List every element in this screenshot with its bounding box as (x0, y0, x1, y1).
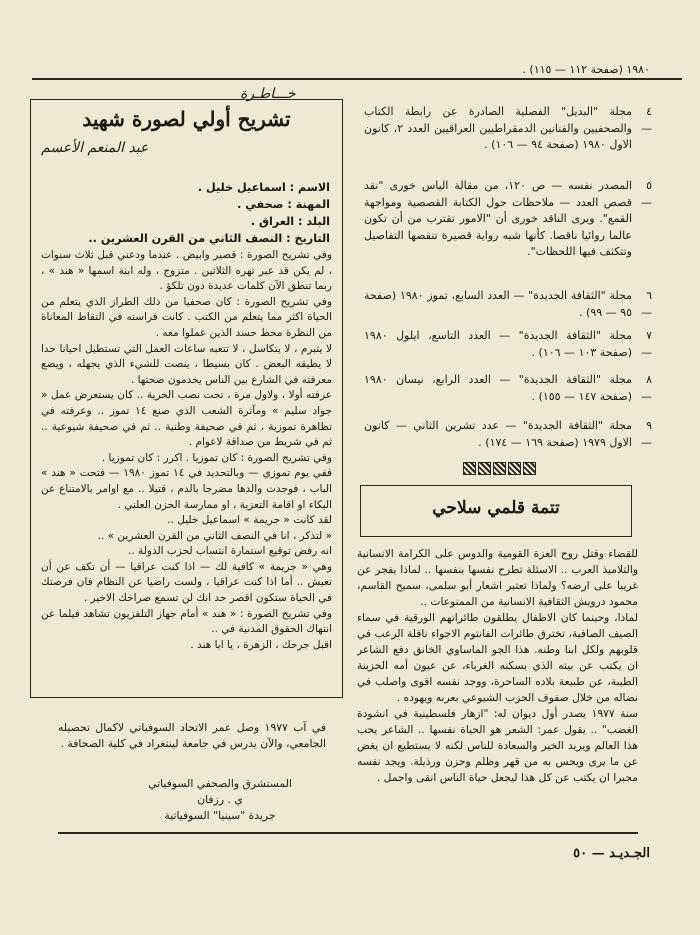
bio-text: في آب ١٩٧٧ وصل عمر الاتحاد السوفياتي لاكمال تحصيله الجامعي، والآن يدرس في جامعة لينتغراد في كلية الصحافة . (58, 721, 326, 750)
khatira-label: خـــاطـرة (240, 86, 296, 102)
separator-block (493, 462, 506, 475)
separator-block (508, 462, 521, 475)
khatira-paragraph: اقبل جرحك ، الزهرة ، يا ابا هند . (190, 638, 332, 651)
note-item (364, 418, 652, 451)
field-name: الاسم : اسماعيل خليل . (197, 181, 330, 194)
bio-signature (120, 776, 320, 824)
khatira-paragraph: « لتذكر ، انا في النصف الثاني من القرن العشرين » .. (97, 529, 332, 542)
signature-role: المستشرق والصحفي السوفياتي (148, 777, 292, 790)
note-number: ٤ — (641, 105, 652, 135)
poem-paragraph: سنة ١٩٧٧ يصدر أول ديوان له: "ازهار فلسطينية في انشودة الغضب" .. يقول عمر: الشعر هو الحياة نفسها .. الشاعر يحب هذا العالم ويريد الخير والسعادة للناس لكنه لا يستطيع ان يغض عن ما يرى ويحس به من قهر وظلم وحزن ورذيلة. ويجد نفسه مجبرا ان يكتب عن كل هذا ليجعل حياة الناس انقى واجمل . (357, 707, 638, 784)
poem-body (357, 546, 638, 836)
khatira-body (41, 248, 332, 688)
khatira-paragraph: انه رفض توقيع استمارة انتساب لحزب الدولة .. (128, 545, 332, 558)
continuation-title-box (360, 485, 632, 537)
header-rule (32, 78, 682, 80)
separator-block (478, 462, 491, 475)
khatira-paragraph: عرفته أولا ، ولاول مرة ، تحت نصب الحرية .. كان يستعرض عمل « جواد سليم » ومآثرة الشعب الذي صنع ١٤ تموز .. وعرفته في تظاهرة تموزية ، ثم في صحيفة وطنية .. ثم في صحيفة شيوعية .. ثم في شريط من صداقة لاعوام . (41, 389, 332, 449)
field-date: التاريخ : النصف الثاني من القرن العشرين .. (88, 232, 330, 245)
signature-name: ي . رزفان (197, 793, 243, 806)
signature-paper: جريدة "سينيا" السوفياتية (164, 809, 276, 822)
khatira-paragraph: لا يتبرم ، لا يتكاسل ، لا تتعبه ساعات العمل التي تستطيل احيانا حدا لا يطيقه البعض . كان بسيطا ، ينصت للشيء الذي يجهله ، ويضع معرفته في الشارع بين الناس يخدمون ضحتها . (41, 342, 332, 386)
footer-rule (58, 832, 638, 834)
khatira-paragraph: وفي تشريح الصورة : كان صحفيا من ذلك الطراز الذي يتعلم من الحياة اكثر مما يتعلم من الكتب . كانت فراسته في التقاط المعاناة من النظرة محط حسد الذين عملوا معه . (41, 295, 332, 339)
note-text: مجلة "الثقافة الجديدة" — العدد الرابع، نيسان ١٩٨٠ (صفحة ١٤٧ — ١٥٥) . (364, 373, 632, 403)
note-item (364, 328, 652, 361)
khatira-title: تشريح أولي لصورة شهيد (82, 107, 291, 131)
note-text: مجلة "الثقافة الجديدة" — العدد السابع، تموز ١٩٨٠ (صفحة ٩٥ — ٩٩) . (364, 289, 632, 319)
note-item (364, 178, 652, 261)
khatira-paragraph: وهي « جريمة » كافية لك — اذا كنت عراقيا — أن تكف عن أن تعيش .. أما اذا كنت عراقيا ، ولست راضيا عن النظام فان فرصتك في الحياة ستكون اقصر حد انك لن تسمع صراخك الاخير . (41, 560, 332, 605)
note-text: مجلة "الثقافة الجديدة" — عدد تشرين الثاني — كانون الاول ١٩٧٩ (صفحة ١٦٩ — ١٧٤) . (364, 419, 632, 449)
note-text: المصدر نفسه — ص ١٢٠، من مقالة الياس خورى "نقد قصص العدد — ملاحظات حول الكتابة القصصية ومواجهة القمع". ويرى الناقد خورى أن "الامور تقترب من أن تكون عالما روائيا ناقصا. كأنها شبه رواية قصيرة تنقصها التفاصيل وتتكثف فيها اللحظات". (364, 179, 633, 258)
poem-paragraph: لماذا، وحينما كان الاطفال يطلقون طائراتهم الورقية في سماء الصيف الصافية، تخترق طائرات الفانتوم الاجواء ناقلة الرعب في قلوبهم ولكل ابنا وطنه. هذا الجو الماساوي الخانق دفع الشاعر ان يكتب عن بيته الذي يسكنه الغرباء، عن عيون أمه الحزينة الطيبة، عن طبيعة بلاده الساحرة، ووجد نفسه اقوى واصلب في نضاله من خلال صفوف الحزب الشيوعي بعربه ويهوده . (357, 611, 638, 704)
khatira-paragraph: وفي تشريح الصورة : كان تموزيا . اكرر : كان تموزيا . (101, 451, 332, 464)
khatira-author: عبد المنعم الأعسم (41, 140, 149, 156)
note-text: مجلة "البديل" الفصلية الصادرة عن رابطة الكتاب والصحفيين والفنانين الدمقراطيين العراقيين العدد ٢، كانون الاول ١٩٨٠ (صفحة ٩٤ — ١٠٦) . (364, 105, 632, 151)
separator-block (523, 462, 536, 475)
field-profession: المهنة : صحفي . (237, 198, 330, 211)
khatira-paragraph: وفي تشريح الصورة : « هند » أمام جهاز التلفزيون تشاهد فيلما عن انتهاك الحقوق المدنية في .. (41, 607, 332, 636)
note-number: ٧ — (641, 329, 652, 359)
note-text: مجلة "الثقافة الجديدة" — العدد التاسع، ايلول ١٩٨٠ (صفحة ١٠٣ — ١٠٦) . (364, 329, 632, 359)
separator-block (463, 462, 476, 475)
section-separator (463, 462, 536, 475)
khatira-paragraph: لقد كانت « جريمة » اسماعيل خليل .. (167, 514, 332, 527)
page-footer: الجـديـد — ٥٠ (573, 846, 650, 861)
poem-paragraph: للقضاء وقتل روح العزة القومية والدوس على الكرامة الانسانية والتلاميذ العرب .. الاسئلة تطرح نفسها بنفسها .. لماذا يفجر عن غريبا على ارضه؟ ولماذا تعتبر اشعار أبو سلمى، سميح القاسم، محمود درويش الثقافية الانسانية من الممنوعات .. (357, 547, 638, 608)
note-number: ٦ — (641, 289, 652, 319)
khatira-box (30, 99, 343, 698)
continuation-title: تتمة قلمي سلاحي (432, 498, 560, 518)
note-number: ٩ — (641, 419, 652, 449)
field-country: البلد : العراق . (250, 215, 330, 228)
note-item (364, 104, 652, 154)
khatira-paragraph: ففي يوم تموزي — وبالتحديد في ١٤ تموز ١٩٨٠ — فتحت « هند » الباب ، فوجدت والدها مضرجا بالدم ، قتيلا .. مع اوامر بالامتناع عن البكاء او اقامة التعزية ، او ممارسة الحزن العلني . (41, 467, 332, 511)
note-item (364, 288, 652, 321)
note-number: ٨ — (641, 373, 652, 403)
header-citation: ١٩٨٠ (صفحة ١١٢ — ١١٥) . (522, 63, 650, 76)
khatira-fields (42, 179, 330, 247)
khatira-paragraph: وفي تشريح الصورة : قصير وابيض . عندما ودعني قبل ثلاث سنوات ، لم يكن قد عبر تهره الثلاثين . متزوج ، وله ابنة اسمها « هند » ، ربما تنطق الآن كلمات عديدة دون تلكؤ . (41, 249, 332, 293)
note-item (364, 372, 652, 405)
note-number: ٥ — (641, 179, 652, 209)
